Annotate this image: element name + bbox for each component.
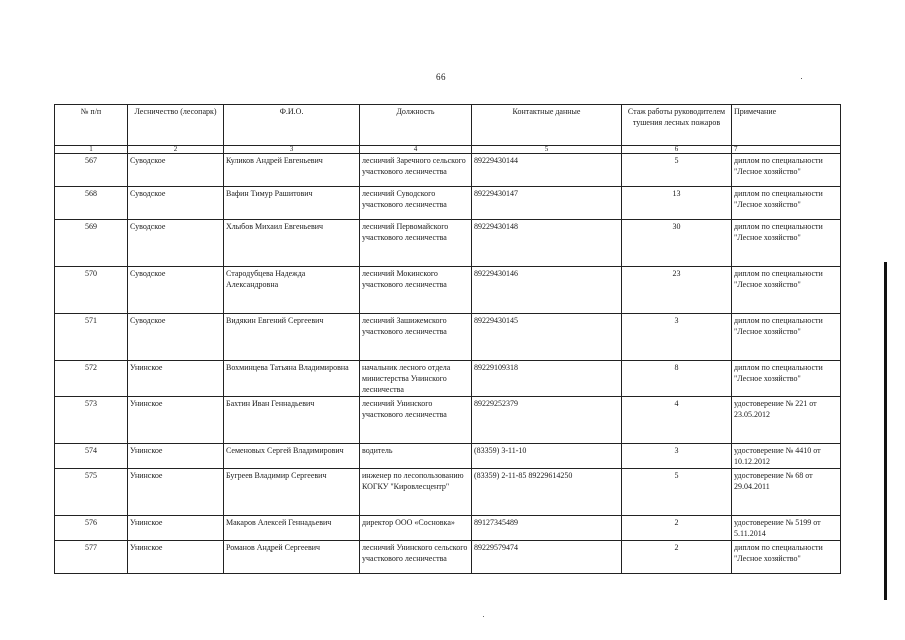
row-number: 577 bbox=[55, 541, 128, 574]
table-row bbox=[55, 444, 841, 469]
position-cell: лесничий Унинского участкового лесничества bbox=[360, 397, 472, 444]
scan-edge-bar bbox=[884, 262, 887, 600]
row-number: 569 bbox=[55, 220, 128, 267]
forestry-cell: Унинское bbox=[128, 361, 224, 397]
forestry-cell: Унинское bbox=[128, 541, 224, 574]
position-cell: лесничий Мокинского участкового лесничества bbox=[360, 267, 472, 314]
forestry-cell: Унинское bbox=[128, 444, 224, 469]
header-row bbox=[55, 105, 841, 146]
position-cell: инженер по лесопользованию КОГКУ "Кировлесцентр" bbox=[360, 469, 472, 516]
column-number: 3 bbox=[224, 146, 360, 154]
name-cell: Видякин Евгений Сергеевич bbox=[224, 314, 360, 361]
note-cell: удостоверение № 221 от 23.05.2012 bbox=[732, 397, 841, 444]
contact-cell: 89229430147 bbox=[472, 187, 622, 220]
experience-cell: 3 bbox=[622, 314, 732, 361]
contact-cell: (83359) 2-11-85 89229614250 bbox=[472, 469, 622, 516]
forestry-cell: Унинское bbox=[128, 397, 224, 444]
experience-cell: 3 bbox=[622, 444, 732, 469]
forestry-cell: Суводское bbox=[128, 314, 224, 361]
scan-speck bbox=[483, 616, 484, 617]
note-cell: диплом по специальности "Лесное хозяйство" bbox=[732, 541, 841, 574]
header-cell: Ф.И.О. bbox=[224, 105, 360, 146]
position-cell: лесничий Унинского сельского участкового лесничества bbox=[360, 541, 472, 574]
row-number: 567 bbox=[55, 154, 128, 187]
name-cell: Стародубцева Надежда Александровна bbox=[224, 267, 360, 314]
table-row bbox=[55, 187, 841, 220]
row-number: 571 bbox=[55, 314, 128, 361]
table-row bbox=[55, 361, 841, 397]
column-number-row bbox=[55, 146, 841, 154]
table-row bbox=[55, 154, 841, 187]
position-cell: лесничий Зашижемского участкового лесничества bbox=[360, 314, 472, 361]
row-number: 573 bbox=[55, 397, 128, 444]
contact-cell: 89229109318 bbox=[472, 361, 622, 397]
name-cell: Вохминцева Татьяна Владимировна bbox=[224, 361, 360, 397]
header-cell: Лесничество (лесопарк) bbox=[128, 105, 224, 146]
position-cell: лесничий Суводского участкового лесничества bbox=[360, 187, 472, 220]
row-number: 575 bbox=[55, 469, 128, 516]
forestry-cell: Суводское bbox=[128, 154, 224, 187]
table-row bbox=[55, 220, 841, 267]
note-cell: диплом по специальности "Лесное хозяйство" bbox=[732, 154, 841, 187]
table-row bbox=[55, 469, 841, 516]
table-row bbox=[55, 397, 841, 444]
position-cell: лесничий Первомайского участкового лесничества bbox=[360, 220, 472, 267]
experience-cell: 30 bbox=[622, 220, 732, 267]
experience-cell: 4 bbox=[622, 397, 732, 444]
contact-cell: 89229430146 bbox=[472, 267, 622, 314]
note-cell: диплом по специальности "Лесное хозяйство" bbox=[732, 314, 841, 361]
registry-table bbox=[54, 104, 841, 574]
name-cell: Хлыбов Михаил Евгеньевич bbox=[224, 220, 360, 267]
contact-cell: 89127345489 bbox=[472, 516, 622, 541]
row-number: 576 bbox=[55, 516, 128, 541]
position-cell: лесничий Заречного сельского участкового лесничества bbox=[360, 154, 472, 187]
forestry-cell: Суводское bbox=[128, 187, 224, 220]
contact-cell: 89229252379 bbox=[472, 397, 622, 444]
row-number: 568 bbox=[55, 187, 128, 220]
name-cell: Семеновых Сергей Владимирович bbox=[224, 444, 360, 469]
forestry-cell: Унинское bbox=[128, 469, 224, 516]
note-cell: диплом по специальности "Лесное хозяйство" bbox=[732, 220, 841, 267]
experience-cell: 23 bbox=[622, 267, 732, 314]
note-cell: диплом по специальности "Лесное хозяйство" bbox=[732, 267, 841, 314]
scan-speck bbox=[801, 78, 802, 79]
page-number: 66 bbox=[436, 72, 446, 82]
experience-cell: 5 bbox=[622, 154, 732, 187]
forestry-cell: Унинское bbox=[128, 516, 224, 541]
name-cell: Макаров Алексей Геннадьевич bbox=[224, 516, 360, 541]
experience-cell: 2 bbox=[622, 541, 732, 574]
note-cell: удостоверение № 4410 от 10.12.2012 bbox=[732, 444, 841, 469]
forestry-cell: Суводское bbox=[128, 220, 224, 267]
forestry-cell: Суводское bbox=[128, 267, 224, 314]
contact-cell: 89229430145 bbox=[472, 314, 622, 361]
table-row bbox=[55, 541, 841, 574]
note-cell: удостоверение № 68 от 29.04.2011 bbox=[732, 469, 841, 516]
header-cell: Стаж работы руководителем тушения лесных пожаров bbox=[622, 105, 732, 146]
experience-cell: 13 bbox=[622, 187, 732, 220]
note-cell: удостоверение № 5199 от 5.11.2014 bbox=[732, 516, 841, 541]
contact-cell: (83359) 3-11-10 bbox=[472, 444, 622, 469]
position-cell: директор ООО «Сосновка» bbox=[360, 516, 472, 541]
name-cell: Бугреев Владимир Сергеевич bbox=[224, 469, 360, 516]
column-number: 2 bbox=[128, 146, 224, 154]
position-cell: водитель bbox=[360, 444, 472, 469]
experience-cell: 5 bbox=[622, 469, 732, 516]
header-cell: Примечание bbox=[732, 105, 841, 146]
position-cell: начальник лесного отдела министерства Унинского лесничества bbox=[360, 361, 472, 397]
header-cell: № п/п bbox=[55, 105, 128, 146]
note-cell: диплом по специальности "Лесное хозяйство" bbox=[732, 361, 841, 397]
name-cell: Бахтин Иван Геннадьевич bbox=[224, 397, 360, 444]
row-number: 570 bbox=[55, 267, 128, 314]
column-number: 4 bbox=[360, 146, 472, 154]
table-row bbox=[55, 314, 841, 361]
header-cell: Контактные данные bbox=[472, 105, 622, 146]
column-number: 6 bbox=[622, 146, 732, 154]
experience-cell: 2 bbox=[622, 516, 732, 541]
column-number: 5 bbox=[472, 146, 622, 154]
experience-cell: 8 bbox=[622, 361, 732, 397]
column-number: 7 bbox=[732, 146, 841, 154]
name-cell: Романов Андрей Сергеевич bbox=[224, 541, 360, 574]
contact-cell: 89229430148 bbox=[472, 220, 622, 267]
note-cell: диплом по специальности "Лесное хозяйство" bbox=[732, 187, 841, 220]
name-cell: Куликов Андрей Евгеньевич bbox=[224, 154, 360, 187]
table-row bbox=[55, 516, 841, 541]
contact-cell: 89229579474 bbox=[472, 541, 622, 574]
row-number: 574 bbox=[55, 444, 128, 469]
header-cell: Должность bbox=[360, 105, 472, 146]
row-number: 572 bbox=[55, 361, 128, 397]
name-cell: Вафин Тимур Рашитович bbox=[224, 187, 360, 220]
column-number: 1 bbox=[55, 146, 128, 154]
table-row bbox=[55, 267, 841, 314]
contact-cell: 89229430144 bbox=[472, 154, 622, 187]
